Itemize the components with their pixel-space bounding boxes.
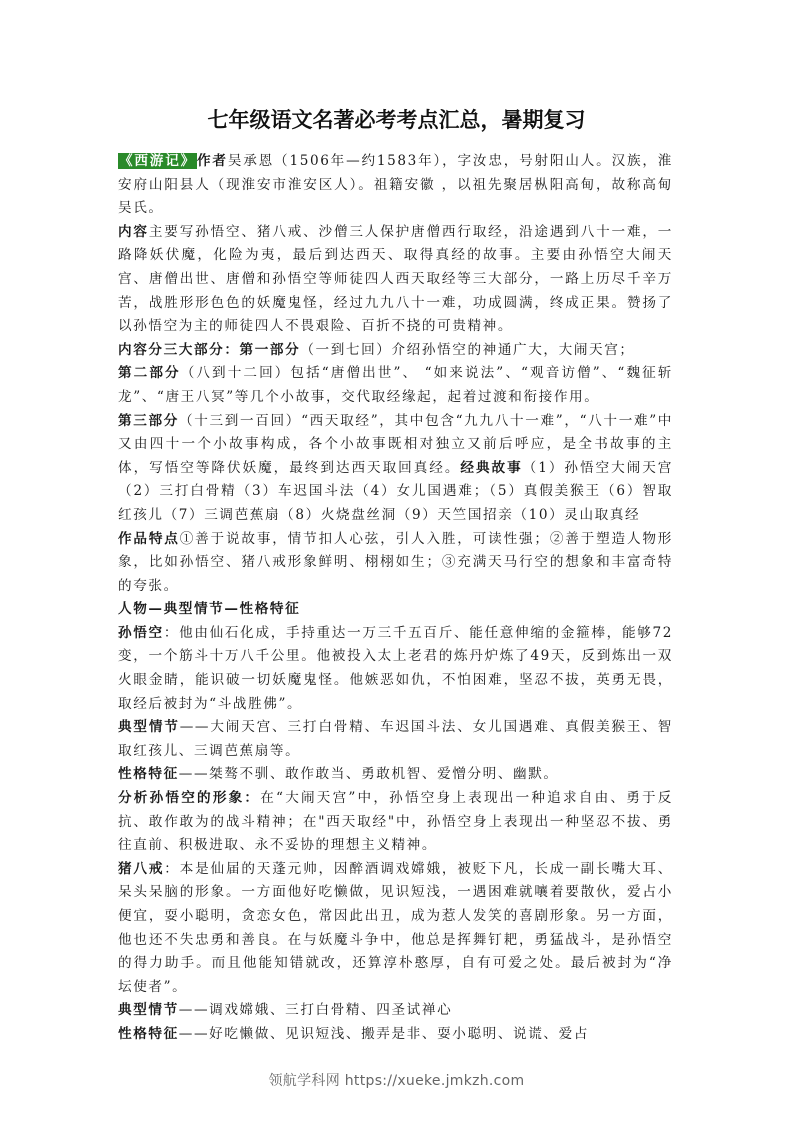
paragraph-text: 主要写孙悟空、猪八戒、沙僧三人保护唐僧西行取经，沿途遇到八十一难，一路降妖伏魔，化险为夷，最后到达西天、取得真经的故事。主要由孙悟空大闹天宫、唐僧出世、唐僧和孙悟空等师徒四人西天取经等三大部分，一路上历尽千辛万苦，战胜形形色色的妖魔鬼怪，经过九九八十一难，功成圆满，终成正果。赞扬了以孙悟空为主的师徒四人不畏艰险、百折不挠的可贵精神。	[118, 223, 674, 335]
paragraph-text: 在“大闹天宫”中，孙悟空身上表现出一种追求自由、勇于反抗、敢作敢为的战斗精神；在"西天取经"中，孙悟空身上表现出一种坚忍不拔、勇往直前、积极进取、永不妥协的理想主义精神。	[118, 790, 673, 854]
paragraph-text: ：他由仙石化成，手持重达一万三千五百斤、能任意伸缩的金箍棒，能够72变，一个筋斗十万八千公里。他被投入太上老君的炼丹炉炼了49天，反到炼出一双火眼金睛，能识破一切妖魔鬼怪。他嫉恶如仇，不怕困难，坚忍不拔，英勇无畏，取经后被封为“斗战胜佛”。	[118, 624, 673, 712]
paragraph	[118, 763, 673, 787]
page-title: 七年级语文名著必考考点汇总，暑期复习	[207, 108, 586, 132]
bold-label: 孙悟空	[118, 624, 164, 641]
paragraph	[118, 999, 673, 1023]
paragraph	[118, 858, 673, 1000]
book-title-highlight: 《西游记》	[119, 153, 197, 169]
bold-label: 第二部分	[118, 365, 181, 382]
bold-label: 作品特点	[118, 530, 180, 547]
bold-label: 第三部分	[118, 412, 180, 429]
paragraph	[118, 339, 673, 363]
paragraph-text: （八到十二回）包括“唐僧出世”、 “如来说法”、“观音访僧”、“魏征斩龙”、“唐王八冥”等几个小故事，交代取经缘起，起着过渡和衔接作用。	[118, 365, 674, 405]
bold-label: 内容分三大部分：第一部分	[118, 341, 301, 358]
paragraph-text: ——调戏嫦娥、三打白骨精、四圣试禅心	[178, 1002, 453, 1019]
bold-label: 分析孙悟空的形象：	[118, 790, 261, 807]
paragraph	[118, 150, 673, 221]
bold-label: 性格特征	[118, 1025, 179, 1042]
bold-label: 典型情节	[118, 719, 180, 736]
bold-label: 作者	[197, 153, 228, 169]
bold-label: 性格特征	[118, 766, 179, 783]
paragraph	[118, 221, 673, 339]
paragraph-text: ——好吃懒做、见识短浅、搬弄是非、耍小聪明、说谎、爱占	[178, 1025, 590, 1042]
paragraph-text: ——大闹天宫、三打白骨精、车迟国斗法、女儿国遇难、真假美猴王、智取红孩儿、三调芭蕉扇等。	[118, 719, 673, 759]
paragraph	[118, 716, 673, 763]
paragraph-text: （一到七回）介绍孙悟空的神通广大，大闹天宫；	[300, 341, 635, 358]
paragraph	[118, 362, 673, 409]
document-body	[118, 150, 673, 1047]
bold-label: 猪八戒	[118, 860, 165, 877]
bold-label: 内容	[118, 223, 149, 240]
paragraph	[118, 528, 673, 599]
paragraph	[118, 598, 673, 622]
paragraph	[118, 622, 673, 716]
paragraph-text: ①善于说故事，情节扣人心弦，引人入胜，可读性强；②善于塑造人物形象，比如孙悟空、猪八戒形象鲜明、栩栩如生；③充满天马行空的想象和丰富奇特的夸张。	[118, 530, 673, 594]
paragraph	[118, 1023, 673, 1047]
bold-label: 经典故事	[460, 459, 523, 476]
paragraph-text: 吴承恩（1506年—约1583年），字汝忠，号射阳山人。汉族，淮安府山阳县人（现淮安市淮安区人）。祖籍安徽 ，以祖先聚居枞阳高甸，故称高甸吴氏。	[118, 153, 673, 217]
paragraph-text: ：本是仙届的天蓬元帅，因醉酒调戏嫦娥，被贬下凡，长成一副长嘴大耳、呆头呆脑的形象。一方面他好吃懒做，见识短浅，一遇困难就嚷着要散伙，爱占小便宜，耍小聪明，贪恋女色，常因此出丑，成为惹人发笑的喜剧形象。另一方面，他也还不失忠勇和善良。在与妖魔斗争中，他总是挥舞钉耙，勇猛战斗，是孙悟空的得力助手。而且他能知错就改，还算淳朴憨厚，自有可爱之处。最后被封为“净坛使者”。	[118, 860, 673, 995]
paragraph	[118, 410, 673, 528]
footer-watermark: 领航学科网 https://xueke.jmkzh.com	[268, 1073, 525, 1089]
bold-label: 典型情节	[118, 1002, 179, 1019]
paragraph-text: （1）孙悟空大闹天宫（2）三打白骨精（3）车迟国斗法（4）女儿国遇难；（5）真假美猴王（6）智取红孩儿（7）三调芭蕉扇（8）火烧盘丝洞（9）天竺国招亲（10）灵山取真经	[118, 459, 673, 523]
paragraph-text: （十三到一百回）“西天取经”，其中包含“九九八十一难”，“八十一难”中又由四十一个小故事构成，各个小故事既相对独立又前后呼应，是全书故事的主体，写悟空等降伏妖魔，最终到达西天取回真经。	[118, 412, 673, 476]
bold-label: 人物—典型情节—性格特征	[118, 601, 301, 618]
paragraph-text: ——桀骜不驯、敢作敢当、勇敢机智、爱憎分明、幽默。	[178, 766, 559, 783]
paragraph	[118, 787, 673, 858]
